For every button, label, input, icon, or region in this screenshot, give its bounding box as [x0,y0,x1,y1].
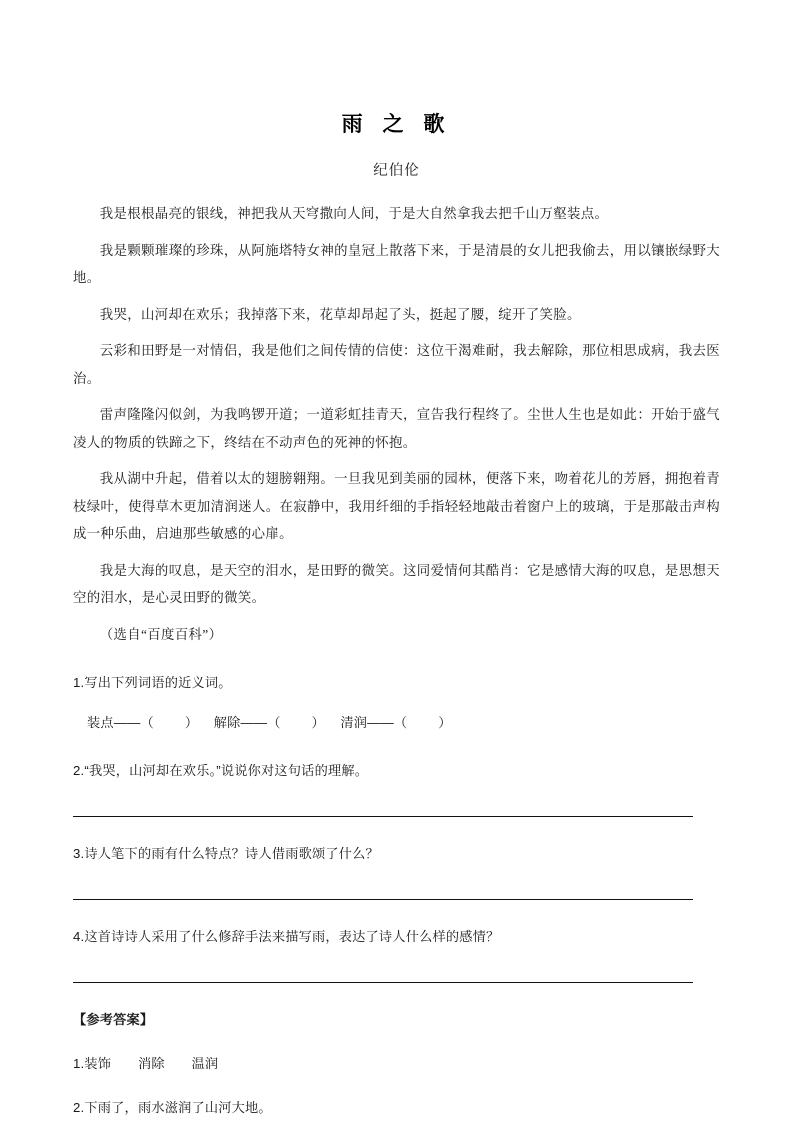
answer-key-item: 2.下雨了，雨水滋润了山河大地。 [73,1100,272,1115]
spacer [73,948,720,982]
spacer [73,1075,720,1097]
question-prompt: 4.这首诗诗人采用了什么修辞手法来描写雨，表达了诗人什么样的感情？ [73,929,500,944]
spacer [73,1031,720,1053]
answer-key-heading: 【参考答案】 [73,1012,154,1027]
questions-section [73,672,720,983]
question-item-3 [73,843,720,900]
spacer [73,782,720,816]
spacer [73,983,720,1009]
passage-paragraph: 我是大海的叹息，是天空的泪水，是田野的微笑。这同爱情何其酷肖：它是感情大海的叹息，是思想天空的泪水，是心灵田野的微笑。 [73,562,720,605]
passage-source: （选自“百度百科”） [99,626,223,642]
question-prompt: 3.诗人笔下的雨有什么特点？诗人借雨歌颂了什么？ [73,846,379,861]
question-prompt: 2.“我哭，山河却在欢乐。”说说你对这句话的理解。 [73,763,369,778]
question-item-4 [73,926,720,983]
passage-paragraph: 我从湖中升起，借着以太的翅膀翱翔。一旦我见到美丽的园林，便落下来，吻着花儿的芳唇，拥抱着青枝绿叶，使得草木更加清润迷人。在寂静中，我用纤细的手指轻轻地敲击着窗户上的玻璃，于是那敲击声构成一种乐曲，启迪那些敏感的心扉。 [73,471,720,541]
answer-key-item: 1.装饰 消除 温润 [73,1056,219,1071]
passage-paragraph: 我是根根晶亮的银线，神把我从天穹撒向人间，于是大自然拿我去把千山万壑装点。 [99,206,609,221]
spacer [73,865,720,899]
passage-paragraph: 云彩和田野是一对情侣，我是他们之间传情的信使：这位干渴难耐，我去解除，那位相思成病，我去医治。 [73,343,720,386]
synonym-blanks-row[interactable]: 装点——（ ） 解除——（ ） 清润——（ ） [87,715,452,730]
spacer [73,900,720,926]
question-prompt: 1.写出下列词语的近义词。 [73,675,232,690]
passage-paragraph: 我哭，山河却在欢乐；我掉落下来，花草却昂起了头，挺起了腰，绽开了笑脸。 [99,306,581,322]
spacer [73,734,720,760]
question-item-2 [73,760,720,817]
passage-body [73,200,720,648]
page-title: 雨 之 歌 [341,113,452,136]
passage-paragraph: 雷声隆隆闪似剑，为我鸣锣开道；一道彩虹挂青天，宣告我行程终了。尘世人生也是如此：开始于盛气凌人的物质的铁蹄之下，终结在不动声色的死神的怀抱。 [73,407,720,450]
passage-paragraph: 我是颗颗璀璨的珍珠，从阿施塔特女神的皇冠上散落下来，于是清晨的女儿把我偷去，用以镶嵌绿野大地。 [73,242,720,285]
question-item-1 [73,672,720,734]
spacer [73,694,720,712]
spacer [73,817,720,843]
answer-key-section [73,1009,720,1119]
author-name: 纪伯伦 [373,163,420,179]
